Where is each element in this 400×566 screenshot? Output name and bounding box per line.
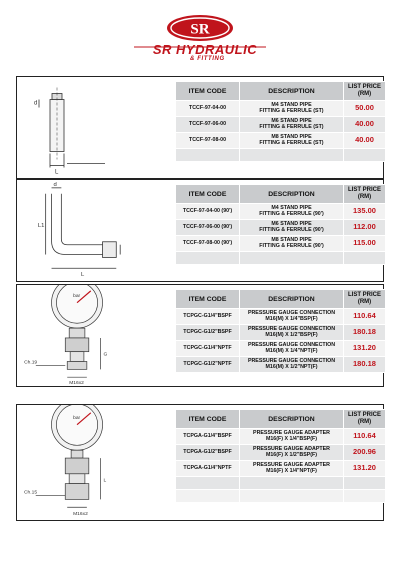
price-table-4: [175, 409, 386, 503]
drawing-gauge-adapter: [17, 405, 141, 520]
table-row-empty: [176, 490, 386, 503]
gauge-unit-label: bar: [73, 415, 81, 421]
item-code: TCCF-97-06-00: [176, 117, 240, 133]
item-price: 110.64: [344, 309, 386, 325]
section-90-stand-pipe: [16, 179, 384, 282]
item-desc: PRESSURE GAUGE CONNECTION M16(M) X 1/2"NPT(F): [240, 357, 344, 373]
item-code: TCPGC-G1/4"BSPF: [176, 309, 240, 325]
gauge-unit-label: bar: [73, 293, 81, 299]
col-header-desc: DESCRIPTION: [240, 290, 344, 309]
item-code: TCPGA-G1/4"NPTF: [176, 461, 240, 477]
drawing-straight-stand-pipe: [17, 77, 141, 178]
dim-l-label: L: [103, 478, 107, 484]
col-header-price: LIST PRICE (RM): [344, 290, 386, 309]
brand-name: SR HYDRAULIC: [152, 42, 258, 57]
dim-g-label: G: [103, 352, 108, 358]
item-code: TCCF-97-04-00 (90'): [176, 204, 240, 220]
item-price: 180.18: [344, 357, 386, 373]
item-price: 110.64: [344, 429, 386, 445]
page-header: [0, 0, 400, 70]
item-code: TCCF-97-04-00: [176, 101, 240, 117]
table-row: [176, 220, 386, 236]
table-row: [176, 236, 386, 252]
item-price: 112.00: [344, 220, 386, 236]
table-row: [176, 325, 386, 341]
table-row: [176, 461, 386, 477]
dim-sw-label: Ch.15: [23, 490, 38, 496]
item-code: TCPGA-G1/4"BSPF: [176, 429, 240, 445]
item-price: 40.00: [344, 117, 386, 133]
svg-text:SR: SR: [190, 21, 210, 38]
section-gauge-connection: [16, 284, 384, 387]
dim-l-label: L: [80, 272, 85, 279]
price-table-1: [175, 81, 386, 162]
item-desc: M4 STAND PIPE FITTING & FERRULE (ST): [240, 101, 344, 117]
section-straight-stand-pipe: [16, 76, 384, 179]
item-desc: M6 STAND PIPE FITTING & FERRULE (ST): [240, 117, 344, 133]
item-desc: PRESSURE GAUGE CONNECTION M16(M) X 1/2"BSP(F): [240, 325, 344, 341]
table-row-empty: [176, 149, 386, 162]
col-header-code: ITEM CODE: [176, 410, 240, 429]
item-price: 115.00: [344, 236, 386, 252]
col-header-code: ITEM CODE: [176, 82, 240, 101]
item-desc: M8 STAND PIPE FITTING & FERRULE (90'): [240, 236, 344, 252]
item-price: 200.96: [344, 445, 386, 461]
table-row: [176, 341, 386, 357]
dim-l1-label: L1: [37, 223, 45, 230]
dim-d-label: d: [34, 100, 38, 107]
col-header-code: ITEM CODE: [176, 185, 240, 204]
item-price: 131.20: [344, 461, 386, 477]
table-row: [176, 429, 386, 445]
table-row: [176, 133, 386, 149]
dim-sw-label: Ch.19: [24, 360, 38, 366]
item-price: 40.00: [344, 133, 386, 149]
col-header-price: LIST PRICE (RM): [344, 82, 386, 101]
drawing-gauge-connection: [17, 285, 141, 386]
col-header-price: LIST PRICE (RM): [344, 410, 386, 429]
table-row: [176, 204, 386, 220]
brand-tagline: & FITTING: [190, 56, 225, 62]
item-code: TCPGC-G1/4"NPTF: [176, 341, 240, 357]
table-row-empty: [176, 477, 386, 490]
item-code: TCPGC-G1/2"BSPF: [176, 325, 240, 341]
thread-label: M16x2: [69, 381, 84, 386]
table-row: [176, 445, 386, 461]
item-price: 131.20: [344, 341, 386, 357]
item-code: TCCF-97-08-00 (90'): [176, 236, 240, 252]
col-header-desc: DESCRIPTION: [240, 82, 344, 101]
col-header-desc: DESCRIPTION: [240, 410, 344, 429]
thread-label: M16x2: [73, 512, 88, 518]
table-row: [176, 357, 386, 373]
table-row: [176, 101, 386, 117]
col-header-desc: DESCRIPTION: [240, 185, 344, 204]
item-desc: PRESSURE GAUGE ADAPTER M16(F) X 1/4"BSP(F): [240, 429, 344, 445]
item-price: 50.00: [344, 101, 386, 117]
item-code: TCPGC-G1/2"NPTF: [176, 357, 240, 373]
item-desc: PRESSURE GAUGE ADAPTER M16(F) X 1/4"NPT(F): [240, 461, 344, 477]
item-desc: M8 STAND PIPE FITTING & FERRULE (ST): [240, 133, 344, 149]
item-desc: PRESSURE GAUGE CONNECTION M16(M) X 1/4"NPT(F): [240, 341, 344, 357]
table-row-empty: [176, 252, 386, 265]
col-header-code: ITEM CODE: [176, 290, 240, 309]
item-desc: M6 STAND PIPE FITTING & FERRULE (90'): [240, 220, 344, 236]
item-code: TCPGA-G1/2"BSPF: [176, 445, 240, 461]
dim-l-label: L: [55, 169, 59, 176]
item-code: TCCF-97-08-00: [176, 133, 240, 149]
price-table-3: [175, 289, 386, 373]
item-desc: M4 STAND PIPE FITTING & FERRULE (90'): [240, 204, 344, 220]
table-row: [176, 309, 386, 325]
col-header-price: LIST PRICE (RM): [344, 185, 386, 204]
dim-d-label: d: [53, 181, 57, 188]
section-gauge-adapter: [16, 404, 384, 521]
item-price: 135.00: [344, 204, 386, 220]
item-code: TCCF-97-06-00 (90'): [176, 220, 240, 236]
item-desc: PRESSURE GAUGE ADAPTER M16(F) X 1/2"BSP(F): [240, 445, 344, 461]
item-desc: PRESSURE GAUGE CONNECTION M16(M) X 1/4"BSP(F): [240, 309, 344, 325]
price-table-2: [175, 184, 386, 265]
drawing-90-stand-pipe: [17, 180, 141, 281]
item-price: 180.18: [344, 325, 386, 341]
table-row: [176, 117, 386, 133]
